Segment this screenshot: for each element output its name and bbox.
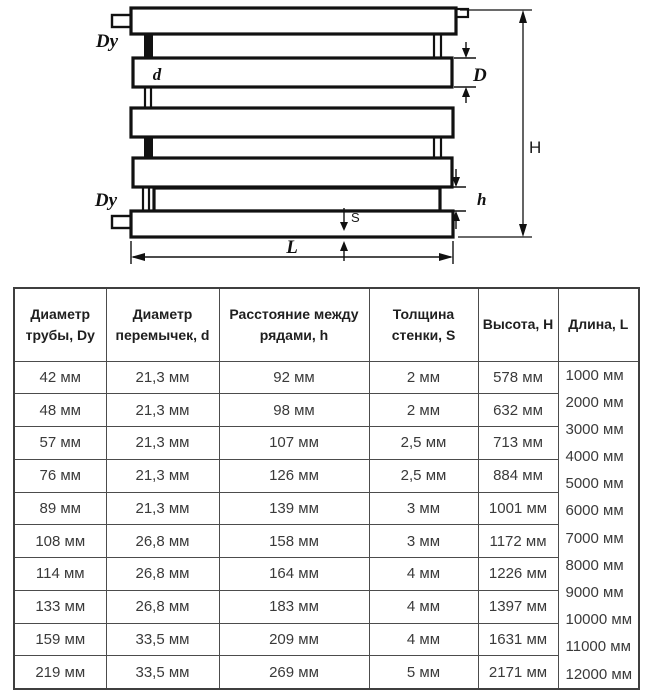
table-cell: 2 мм (369, 361, 478, 394)
column-header-1: Диаметр трубы, Dy (14, 288, 106, 361)
table-cell: 209 мм (219, 623, 369, 656)
length-value: 12000 мм (565, 665, 633, 683)
table-cell: 219 мм (14, 656, 106, 689)
jumper-thick-2 (144, 137, 153, 158)
jumper-thin-2 (145, 87, 151, 108)
table-cell: 5 мм (369, 656, 478, 689)
label-h: h (477, 190, 487, 209)
jumper-thick-1 (144, 34, 153, 58)
table-cell: 139 мм (219, 492, 369, 525)
table-cell: 26,8 мм (106, 558, 219, 591)
nozzle-stub-top-left (112, 15, 131, 27)
pipe-row-5 (154, 188, 440, 211)
table-cell: 1397 мм (478, 590, 558, 623)
table-row (14, 525, 639, 558)
table-cell: 2 мм (369, 394, 478, 427)
table-cell: 133 мм (14, 590, 106, 623)
table-cell: 114 мм (14, 558, 106, 591)
table-cell: 158 мм (219, 525, 369, 558)
table-cell: 89 мм (14, 492, 106, 525)
table-cell: 4 мм (369, 590, 478, 623)
table-cell: 126 мм (219, 459, 369, 492)
length-values-cell (558, 361, 639, 689)
length-value: 6000 мм (565, 502, 624, 520)
column-header-5: Высота, H (478, 288, 558, 361)
table-cell: 92 мм (219, 361, 369, 394)
table-cell: 26,8 мм (106, 525, 219, 558)
table-cell: 33,5 мм (106, 623, 219, 656)
column-header-6: Длина, L (558, 288, 639, 361)
table-row (14, 427, 639, 460)
table-cell: 1226 мм (478, 558, 558, 591)
table-cell: 4 мм (369, 558, 478, 591)
length-value: 2000 мм (565, 393, 624, 411)
table-cell: 21,3 мм (106, 394, 219, 427)
label-Dy-top: Dy (95, 31, 119, 52)
pipe-row-4 (133, 158, 452, 187)
table-cell: 48 мм (14, 394, 106, 427)
table-cell: 108 мм (14, 525, 106, 558)
table-cell: 4 мм (369, 623, 478, 656)
table-cell: 713 мм (478, 427, 558, 460)
table-row (14, 394, 639, 427)
table-row (14, 656, 639, 689)
table-row (14, 623, 639, 656)
table-cell: 107 мм (219, 427, 369, 460)
label-Dy-bottom: Dy (94, 190, 118, 211)
table-cell: 21,3 мм (106, 427, 219, 460)
table-cell: 2171 мм (478, 656, 558, 689)
register-pipes-diagram (0, 0, 647, 280)
table-cell: 164 мм (219, 558, 369, 591)
length-value: 1000 мм (565, 366, 624, 384)
label-L: L (286, 237, 298, 258)
table-row (14, 492, 639, 525)
length-value: 8000 мм (565, 556, 624, 574)
table-cell: 2,5 мм (369, 427, 478, 460)
table-cell: 632 мм (478, 394, 558, 427)
table-cell: 33,5 мм (106, 656, 219, 689)
table-cell: 3 мм (369, 492, 478, 525)
jumper-thin-1 (434, 34, 441, 58)
dimension-H (458, 10, 532, 237)
table-cell: 884 мм (478, 459, 558, 492)
pipe-row-6 (131, 211, 453, 237)
length-value: 5000 мм (565, 475, 624, 493)
column-header-4: Толщина стенки, S (369, 288, 478, 361)
length-value: 7000 мм (565, 529, 624, 547)
label-H: H (529, 138, 542, 157)
label-d: d (152, 65, 162, 84)
length-value: 4000 мм (565, 448, 624, 466)
table-row (14, 459, 639, 492)
table-row (14, 590, 639, 623)
table-row (14, 558, 639, 591)
pipe-row-1 (131, 8, 456, 34)
jumper-thin-4 (143, 187, 149, 211)
table-cell: 98 мм (219, 394, 369, 427)
table-cell: 21,3 мм (106, 459, 219, 492)
table-cell: 183 мм (219, 590, 369, 623)
table-cell: 21,3 мм (106, 361, 219, 394)
table-header-row (14, 288, 639, 361)
table-cell: 159 мм (14, 623, 106, 656)
table-cell: 578 мм (478, 361, 558, 394)
column-header-3: Расстояние между рядами, h (219, 288, 369, 361)
table-cell: 2,5 мм (369, 459, 478, 492)
column-header-2: Диаметр перемычек, d (106, 288, 219, 361)
table-cell: 57 мм (14, 427, 106, 460)
table-cell: 1001 мм (478, 492, 558, 525)
label-S: S (351, 210, 360, 225)
label-D: D (473, 65, 487, 86)
table-cell: 21,3 мм (106, 492, 219, 525)
length-value: 10000 мм (565, 611, 633, 629)
table-cell: 1172 мм (478, 525, 558, 558)
length-value: 9000 мм (565, 584, 624, 601)
jumper-thin-3 (434, 137, 441, 158)
length-value: 3000 мм (565, 420, 624, 438)
pipe-row-2 (133, 58, 452, 87)
table-cell: 42 мм (14, 361, 106, 394)
table-cell: 76 мм (14, 459, 106, 492)
table-cell: 1631 мм (478, 623, 558, 656)
table-cell: 3 мм (369, 525, 478, 558)
length-value: 11000 мм (565, 638, 631, 656)
pipe-dimensions-table (13, 287, 640, 690)
table-row (14, 361, 639, 394)
table-cell: 26,8 мм (106, 590, 219, 623)
table-body (14, 361, 639, 689)
table-cell: 269 мм (219, 656, 369, 689)
nozzle-stub-bottom-left (112, 216, 131, 228)
pipe-row-3 (131, 108, 453, 137)
